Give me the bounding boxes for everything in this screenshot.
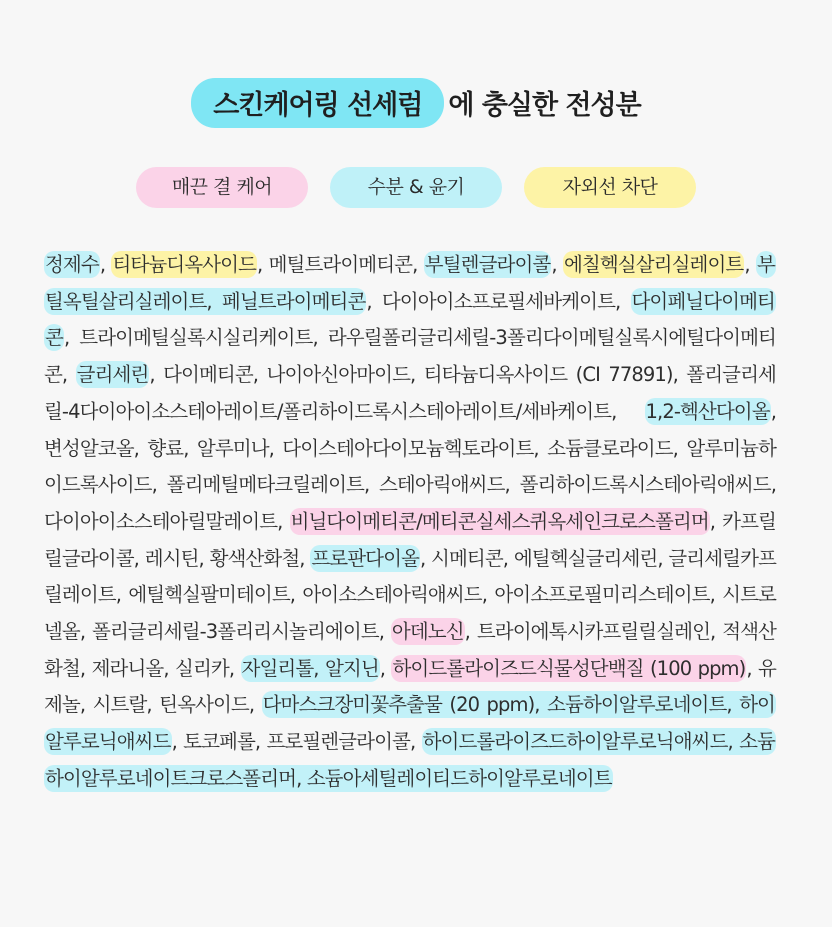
ingredient-text: , (99, 253, 112, 276)
ingredient-highlight-cyan: 자일리톨, 알지닌 (241, 656, 379, 680)
ingredient-highlight-cyan: 정제수 (45, 253, 99, 276)
ingredient-text: , (744, 253, 757, 276)
ingredient-highlight-cyan: 부틸렌글라이콜 (424, 253, 551, 276)
ingredient-highlight-pink: 비닐다이메티콘/메티콘실세스퀴옥세인크로스폴리머 (290, 509, 709, 533)
page-title (0, 78, 832, 128)
ingredient-text: , (379, 656, 392, 680)
ingredient-text: , 토코페롤, 프로필렌글라이콜, (171, 730, 422, 754)
legend (0, 167, 832, 208)
ingredient-highlight-cyan: 부틸옥틸살리실레이트, 페닐트라이메티콘 (45, 253, 775, 313)
ingredient-list (44, 247, 776, 798)
ingredient-highlight-yellow: 에칠헥실살리실레이트 (564, 253, 744, 276)
ingredient-text: , 시메티콘, 에틸헥실글리세린, 글리세릴카프릴레이트, 에틸헥실팔미테이트, 아이소스테아릭애씨드, 아이소프로필미리스테이트, 시트로넬올, 폴리글리세릴-3폴리리시놀리에이트, (44, 546, 776, 644)
ingredient-text: , 변성알코올, 향료, 알루미나, 다이스테아다이모늄헥토라이트, 소듐클로라이드, 알루미늄하이드록사이드, 폴리메틸메타크릴레이트, 스테아릭애씨드, 폴리하이드록시스테아릭애씨드, 다이아이소스테아릴말레이트, (44, 399, 776, 533)
ingredient-text: , 메틸트라이메티콘, (256, 253, 424, 276)
ingredient-text: , 트라이메틸실록시실리케이트, 라우릴폴리글리세릴-3폴리다이메틸실록시에틸다이메티콘, (44, 326, 776, 387)
ingredient-highlight-cyan: 하이드롤라이즈드하이알루로닉애씨드, 소듐하이알루로네이트크로스폴리머, 소듐아세틸레이티드하이알루로네이트 (45, 730, 775, 790)
legend-uv-protection: 자외선 차단 (524, 167, 696, 208)
ingredient-text: , 다이메티콘, 나이아신아마이드, 티타늄디옥사이드 (CI 77891), 폴리글리세릴-4다이아이소스테아레이트/폴리하이드록시스테아레이트/세바케이트, (44, 363, 776, 423)
ingredient-highlight-yellow: 티타늄디옥사이드 (112, 253, 256, 276)
legend-smooth-texture: 매끈 결 케어 (136, 167, 308, 208)
ingredient-highlight-cyan: 프로판다이올 (311, 546, 419, 570)
ingredient-highlight-cyan: 다이페닐다이메티콘 (45, 289, 775, 350)
ingredient-text: , (551, 253, 563, 276)
ingredient-text: , 유제놀, 시트랄, 틴옥사이드, (44, 656, 776, 717)
ingredient-highlight-cyan: 다마스크장미꽃추출물 (20 ppm), 소듐하이알루로네이트, 하이알루로닉애씨드 (45, 693, 775, 754)
ingredient-highlight-pink: 아데노신 (391, 620, 464, 644)
ingredient-highlight-cyan: 글리세린 (76, 363, 149, 387)
ingredient-text: , 카프릴릴글라이콜, 레시틴, 황색산화철, (44, 509, 776, 570)
ingredient-text: , 다이아이소프로필세바케이트, (366, 289, 631, 313)
ingredient-highlight-pink: 하이드롤라이즈드식물성단백질 (100 ppm) (392, 656, 746, 680)
title-highlight: 스킨케어링 선세럼 (191, 78, 444, 128)
ingredient-highlight-cyan: 1,2-헥산다이올 (645, 399, 770, 423)
ingredient-text: , 트라이에톡시카프릴릴실레인, 적색산화철, 제라니올, 실리카, (44, 620, 776, 680)
legend-moisture: 수분 & 윤기 (330, 167, 502, 208)
title-rest: 에 충실한 전성분 (448, 90, 641, 121)
